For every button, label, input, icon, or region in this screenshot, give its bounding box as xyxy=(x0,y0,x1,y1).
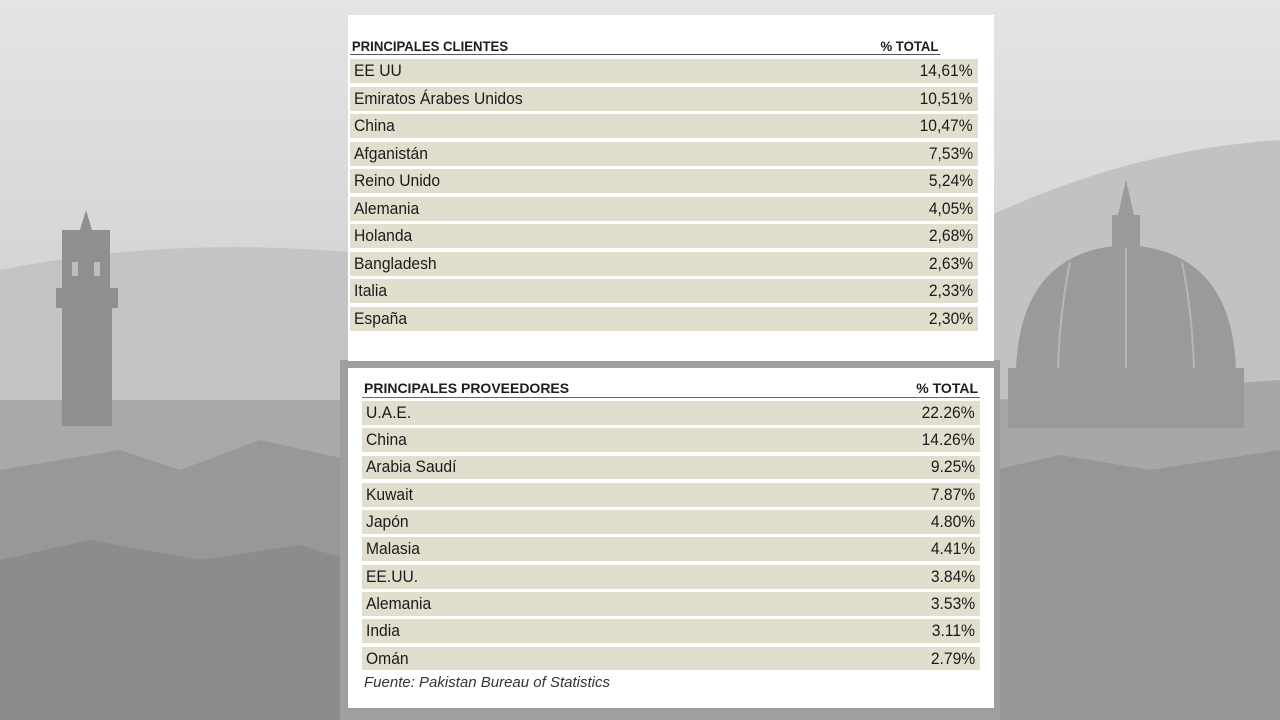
table-row xyxy=(350,252,978,276)
suppliers-header-name: PRINCIPALES PROVEEDORES xyxy=(364,380,570,396)
country-name: Bangladesh xyxy=(354,253,437,273)
table-row xyxy=(350,197,978,221)
clients-header-name: PRINCIPALES CLIENTES xyxy=(351,38,509,54)
source-note: Fuente: Pakistan Bureau of Statistics xyxy=(364,673,610,691)
percent-value: 2.79% xyxy=(930,648,975,668)
percent-value: 10,47% xyxy=(919,116,973,135)
percent-value: 3.53% xyxy=(930,593,975,613)
table-row xyxy=(350,142,978,166)
percent-value: 4,05% xyxy=(928,198,973,218)
clients-table-panel xyxy=(348,15,994,361)
country-name: Japón xyxy=(366,512,409,532)
percent-value: 2,63% xyxy=(928,253,973,273)
table-row xyxy=(350,307,978,331)
percent-value: 4.80% xyxy=(930,512,975,532)
country-name: China xyxy=(354,116,395,135)
country-name: Holanda xyxy=(354,226,413,245)
percent-value: 9.25% xyxy=(930,457,975,477)
percent-value: 2,33% xyxy=(928,281,973,300)
table-row xyxy=(362,619,980,643)
table-row xyxy=(362,510,980,534)
country-name: Emiratos Árabes Unidos xyxy=(354,88,523,108)
suppliers-header-value: % TOTAL xyxy=(916,380,978,396)
table-row xyxy=(350,59,978,83)
table-row xyxy=(362,456,980,480)
table-row xyxy=(350,169,978,193)
country-name: Kuwait xyxy=(366,484,413,504)
percent-value: 3.84% xyxy=(930,566,975,586)
table-row xyxy=(350,87,978,111)
table-row xyxy=(362,428,980,452)
table-row xyxy=(350,114,978,138)
table-row xyxy=(362,565,980,589)
country-name: Omán xyxy=(366,648,409,668)
country-name: Malasia xyxy=(366,539,420,559)
percent-value: 14,61% xyxy=(919,61,973,80)
country-name: U.A.E. xyxy=(366,402,412,422)
table-row xyxy=(350,224,978,248)
suppliers-table-header xyxy=(362,377,980,398)
percent-value: 10,51% xyxy=(919,88,973,108)
percent-value: 3.11% xyxy=(931,621,975,641)
suppliers-table-panel xyxy=(348,368,994,708)
percent-value: 7,53% xyxy=(928,143,973,163)
country-name: Reino Unido xyxy=(354,171,441,190)
country-name: India xyxy=(366,621,400,641)
percent-value: 22.26% xyxy=(921,402,975,422)
country-name: EE.UU. xyxy=(366,566,419,586)
country-name: Afganistán xyxy=(354,143,428,163)
percent-value: 7.87% xyxy=(930,484,975,504)
table-row xyxy=(362,401,980,425)
country-name: España xyxy=(354,308,408,328)
table-row xyxy=(362,647,980,671)
percent-value: 5,24% xyxy=(928,171,973,190)
country-name: China xyxy=(366,430,407,450)
table-row xyxy=(362,592,980,616)
percent-value: 2,30% xyxy=(928,308,973,328)
country-name: Alemania xyxy=(354,198,420,218)
country-name: Arabia Saudí xyxy=(366,457,457,477)
country-name: Alemania xyxy=(366,593,432,613)
country-name: EE UU xyxy=(354,61,402,80)
table-row xyxy=(362,483,980,507)
percent-value: 2,68% xyxy=(928,226,973,245)
country-name: Italia xyxy=(354,281,388,300)
table-row xyxy=(362,537,980,561)
clients-table-header xyxy=(350,35,940,55)
table-row xyxy=(350,279,978,303)
clients-header-value: % TOTAL xyxy=(880,38,939,54)
percent-value: 14.26% xyxy=(921,430,975,450)
percent-value: 4.41% xyxy=(930,539,975,559)
